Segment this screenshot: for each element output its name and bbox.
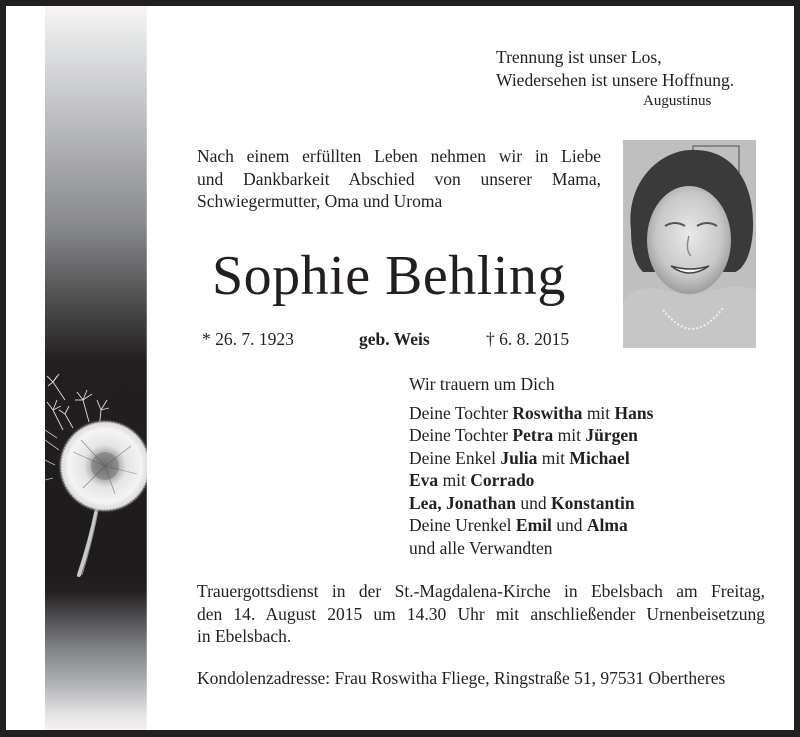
portrait-image: [623, 140, 756, 348]
quote: [496, 46, 734, 111]
mourners-heading: Wir trauern um Dich: [409, 374, 555, 394]
mourner-name: Michael: [569, 447, 630, 468]
strip-edge: [146, 6, 147, 730]
intro-text: [197, 145, 601, 213]
mourner-name: Corrado: [470, 470, 535, 490]
mourner-name: Julia: [500, 447, 538, 468]
service-line: den 14. August 2015 um 14.30 Uhr mit anschließender Urnenbeisetzung: [197, 603, 765, 624]
intro-line: Nach einem erfüllten Leben nehmen wir in Liebe: [197, 146, 601, 166]
mourner-line: [409, 514, 653, 537]
mourner-lines: [409, 402, 653, 560]
mourner-relation: Deine Urenkel: [409, 515, 516, 535]
mourner-line: [409, 469, 653, 492]
mourner-name: Alma: [586, 515, 628, 535]
intro-line: und Dankbarkeit Abschied von unserer Mama,: [197, 168, 601, 189]
deceased-name: Sophie Behling: [212, 245, 566, 307]
mourner-name: Roswitha: [512, 402, 583, 423]
decorative-gradient-strip: [45, 6, 147, 730]
mourner-line: [409, 402, 653, 425]
death-date: † 6. 8. 2015: [486, 329, 570, 349]
quote-line: Trennung ist unser Los,: [496, 47, 662, 67]
mourner-line: [409, 424, 653, 447]
quote-author: Augustinus: [643, 93, 712, 109]
mourner-relation: mit: [553, 425, 586, 445]
mourner-name: Lea, Jonathan: [409, 492, 516, 513]
maiden-name: geb. Weis: [359, 329, 430, 349]
mourner-relation: und alle Verwandten: [409, 537, 553, 558]
intro-line: Schwiegermutter, Oma und Uroma: [197, 191, 443, 211]
mourner-name: Emil: [515, 515, 552, 535]
funeral-service-info: [197, 580, 765, 648]
mourner-line: [409, 492, 653, 515]
mourner-name: Konstantin: [550, 492, 635, 513]
mourners-list: [409, 373, 653, 559]
mourner-name: Hans: [614, 402, 654, 423]
mourner-relation: mit: [582, 402, 615, 423]
portrait-photo: [623, 140, 756, 348]
service-line: Trauergottsdienst in der St.-Magdalena-Kirche in Ebelsbach am Freitag,: [197, 581, 765, 601]
mourner-name: Eva: [409, 470, 439, 490]
mourner-name: Petra: [512, 425, 554, 445]
mourner-relation: Deine Tochter: [409, 425, 513, 445]
mourner-name: Jürgen: [585, 425, 638, 445]
mourner-relation: mit: [537, 447, 570, 468]
birth-date: * 26. 7. 1923: [202, 329, 294, 349]
mourner-relation: Deine Enkel: [409, 447, 501, 468]
mourner-line: [409, 447, 653, 470]
mourner-relation: Deine Tochter: [409, 402, 513, 423]
mourner-relation: mit: [438, 470, 471, 490]
service-line: in Ebelsbach.: [197, 626, 292, 646]
quote-line: Wiedersehen ist unsere Hoffnung.: [496, 69, 735, 90]
mourner-line: [409, 537, 653, 560]
obituary-page: [6, 6, 794, 730]
dandelion-icon: [45, 370, 147, 580]
mourner-relation: und: [551, 515, 587, 535]
mourner-relation: und: [515, 492, 551, 513]
condolence-address: Kondolenzadresse: Frau Roswitha Fliege, Ringstraße 51, 97531 Obertheres: [197, 668, 726, 688]
